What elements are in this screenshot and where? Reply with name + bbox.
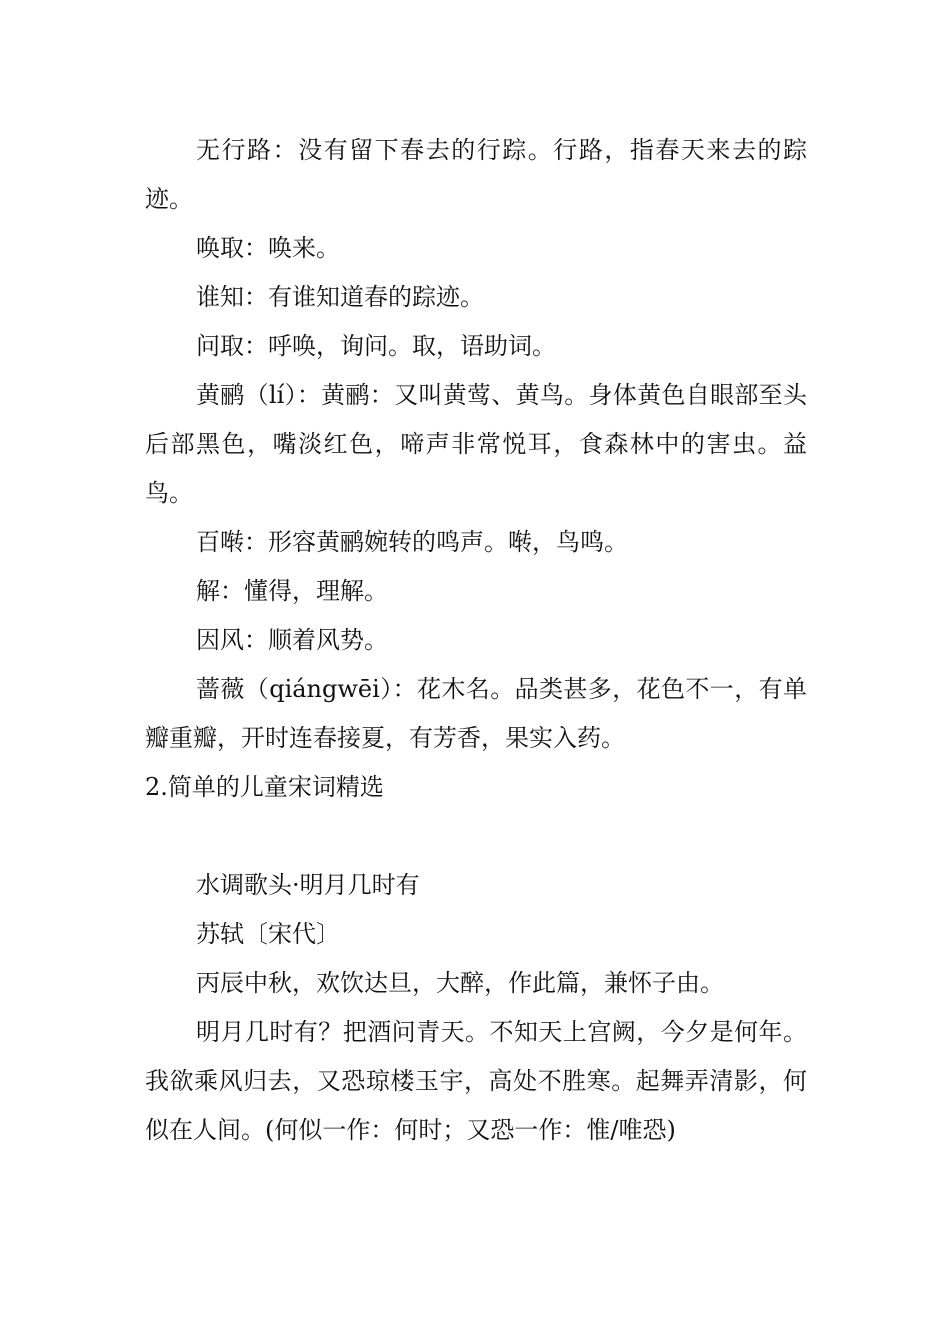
poem-body: 明月几时有？把酒问青天。不知天上宫阙，今夕是何年。我欲乘风归去，又恐琼楼玉宇，高处不胜寒。起舞弄清影，何似在人间。(何似一作：何时；又恐一作：惟/唯恐) [145,1018,807,1144]
note-paragraph: 黄鹂（lí）：黄鹂：又叫黄莺、黄鸟。身体黄色自眼部至头后部黑色，嘴淡红色，啼声非常悦耳，食森林中的害虫。益鸟。 [145,381,807,507]
poem-preface: 丙辰中秋，欢饮达旦，大醉，作此篇，兼怀子由。 [196,969,724,997]
note-paragraph: 解：懂得，理解。 [196,577,388,605]
section-heading: 2.简单的儿童宋词精选 [145,773,384,801]
blank-line [145,812,807,861]
note-paragraph: 百啭：形容黄鹂婉转的鸣声。啭，鸟鸣。 [196,528,628,556]
note-paragraph: 无行路：没有留下春去的行踪。行路，指春天来去的踪迹。 [145,136,807,213]
note-paragraph: 蔷薇（qiángwēi）：花木名。品类甚多，花色不一，有单瓣重瓣，开时连春接夏，有芳香，果实入药。 [145,675,807,752]
note-paragraph: 问取：呼唤，询问。取，语助词。 [196,332,556,360]
poem-title: 水调歌头·明月几时有 [196,871,420,899]
note-paragraph: 唤取：唤来。 [196,234,340,262]
document-page [145,126,807,1155]
poem-author: 苏轼〔宋代〕 [196,920,340,948]
note-paragraph: 谁知：有谁知道春的踪迹。 [196,283,484,311]
note-paragraph: 因风：顺着风势。 [196,626,388,654]
